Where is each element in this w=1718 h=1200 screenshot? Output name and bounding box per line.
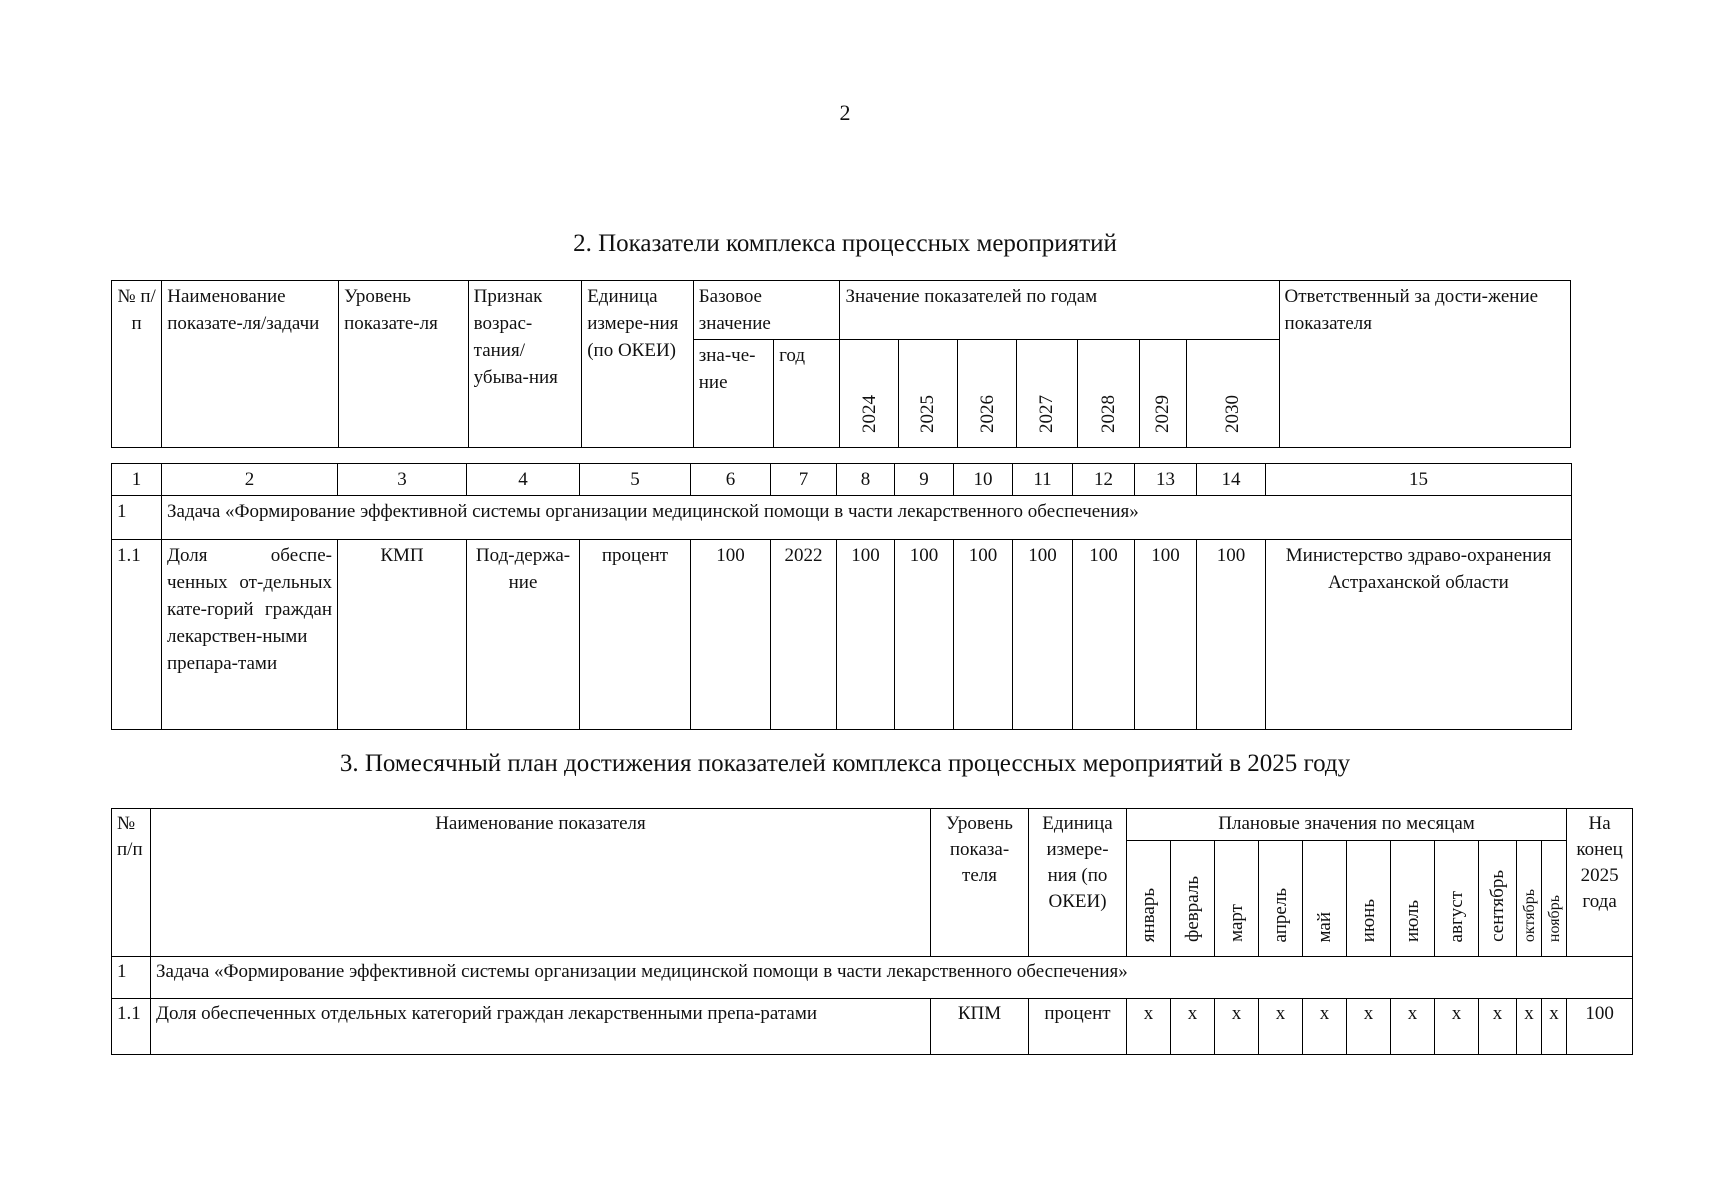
column-number: 13 <box>1135 464 1197 496</box>
plan-task-row <box>112 957 1633 999</box>
month-header: август <box>1435 841 1479 957</box>
header-unit: Единица измере-ния (по ОКЕИ) <box>582 281 694 448</box>
plan-indicator-level: КПМ <box>931 999 1029 1055</box>
section-2-title: 2. Показатели комплекса процессных мероприятий <box>573 230 1117 257</box>
header-name: Наименование показате-ля/задачи <box>162 281 339 448</box>
header-base-value: зна-че-ние <box>693 340 773 448</box>
indicator-year-value: 100 <box>895 540 954 730</box>
column-numbers-row <box>112 464 1572 496</box>
month-header: март <box>1215 841 1259 957</box>
header-year: 2024 <box>840 340 898 448</box>
indicator-unit: процент <box>580 540 691 730</box>
header-responsible: Ответственный за дости-жение показателя <box>1279 281 1570 448</box>
month-header: январь <box>1127 841 1171 957</box>
column-number: 3 <box>338 464 467 496</box>
task-row <box>112 496 1572 540</box>
column-number: 10 <box>954 464 1013 496</box>
month-header: октябрь <box>1517 841 1542 957</box>
plan-task-num: 1 <box>112 957 151 999</box>
indicator-year-value: 100 <box>1135 540 1197 730</box>
header-values-by-year: Значение показателей по годам <box>840 281 1279 340</box>
section-3-title: 3. Помесячный план достижения показателей комплекса процессных мероприятий в 2025 году <box>339 750 1351 777</box>
indicators-header-table <box>111 280 1571 448</box>
indicator-name: Доля обеспе-ченных от-дельных кате-горий граждан лекарствен-ными препара-тами <box>162 540 338 730</box>
indicator-year-value: 100 <box>1013 540 1073 730</box>
task-num: 1 <box>112 496 162 540</box>
column-number: 6 <box>691 464 771 496</box>
plan-month-value: х <box>1171 999 1215 1055</box>
indicator-level: КМП <box>338 540 467 730</box>
indicator-base-value: 100 <box>691 540 771 730</box>
header-num: № п/п <box>112 281 162 448</box>
column-number: 14 <box>1197 464 1266 496</box>
header-trend: Признак возрас-тания/ убыва-ния <box>468 281 582 448</box>
plan-indicator-name: Доля обеспеченных отдельных категорий граждан лекарственными препа-ратами <box>151 999 931 1055</box>
month-header: февраль <box>1171 841 1215 957</box>
column-number: 8 <box>837 464 895 496</box>
plan-row-num: 1.1 <box>112 999 151 1055</box>
header-base: Базовое значение <box>693 281 840 340</box>
plan-month-value: х <box>1259 999 1303 1055</box>
indicator-row <box>112 540 1572 730</box>
indicator-trend: Под-держа-ние <box>467 540 580 730</box>
plan-task-text: Задача «Формирование эффективной системы организации медицинской помощи в части лекарственного обеспечения» <box>151 957 1633 999</box>
column-number: 15 <box>1266 464 1572 496</box>
header-level: Уровень показате-ля <box>339 281 469 448</box>
indicator-year-value: 100 <box>954 540 1013 730</box>
indicator-year-value: 100 <box>1197 540 1266 730</box>
header-base-year: год <box>774 340 840 448</box>
indicator-responsible: Министерство здраво-охранения Астраханской области <box>1266 540 1572 730</box>
plan-month-value: х <box>1479 999 1517 1055</box>
header-year: 2030 <box>1187 340 1279 448</box>
header-year: 2026 <box>957 340 1016 448</box>
plan-month-value: х <box>1391 999 1435 1055</box>
month-header: сентябрь <box>1479 841 1517 957</box>
monthly-plan-table <box>111 808 1633 1055</box>
header-year: 2025 <box>898 340 957 448</box>
row-num: 1.1 <box>112 540 162 730</box>
plan-header-name: Наименование показателя <box>151 809 931 957</box>
indicator-year-value: 100 <box>837 540 895 730</box>
indicators-body-table <box>111 463 1572 730</box>
month-header: июнь <box>1347 841 1391 957</box>
plan-indicator-unit: процент <box>1029 999 1127 1055</box>
month-header: ноябрь <box>1542 841 1567 957</box>
indicator-year-value: 100 <box>1073 540 1135 730</box>
month-header: июль <box>1391 841 1435 957</box>
column-number: 7 <box>771 464 837 496</box>
header-year: 2028 <box>1077 340 1139 448</box>
indicator-base-year: 2022 <box>771 540 837 730</box>
column-number: 4 <box>467 464 580 496</box>
column-number: 2 <box>162 464 338 496</box>
month-header: апрель <box>1259 841 1303 957</box>
header-year: 2027 <box>1017 340 1077 448</box>
column-number: 12 <box>1073 464 1135 496</box>
header-year: 2029 <box>1139 340 1186 448</box>
plan-header-year-end: На конец 2025 года <box>1567 809 1633 957</box>
column-number: 5 <box>580 464 691 496</box>
plan-month-value: х <box>1347 999 1391 1055</box>
month-header: май <box>1303 841 1347 957</box>
page-number: 2 <box>839 100 851 125</box>
plan-month-value: х <box>1517 999 1542 1055</box>
plan-month-value: х <box>1127 999 1171 1055</box>
plan-header-unit: Единица измере-ния (по ОКЕИ) <box>1029 809 1127 957</box>
plan-indicator-row <box>112 999 1633 1055</box>
plan-month-value: х <box>1435 999 1479 1055</box>
plan-month-value: х <box>1303 999 1347 1055</box>
task-text: Задача «Формирование эффективной системы организации медицинской помощи в части лекарственного обеспечения» <box>162 496 1572 540</box>
plan-month-value: х <box>1542 999 1567 1055</box>
plan-header-num: № п/п <box>112 809 151 957</box>
plan-year-end-value: 100 <box>1567 999 1633 1055</box>
column-number: 11 <box>1013 464 1073 496</box>
column-number: 1 <box>112 464 162 496</box>
plan-month-value: х <box>1215 999 1259 1055</box>
plan-header-monthly: Плановые значения по месяцам <box>1127 809 1567 841</box>
plan-header-level: Уровень показа-теля <box>931 809 1029 957</box>
column-number: 9 <box>895 464 954 496</box>
